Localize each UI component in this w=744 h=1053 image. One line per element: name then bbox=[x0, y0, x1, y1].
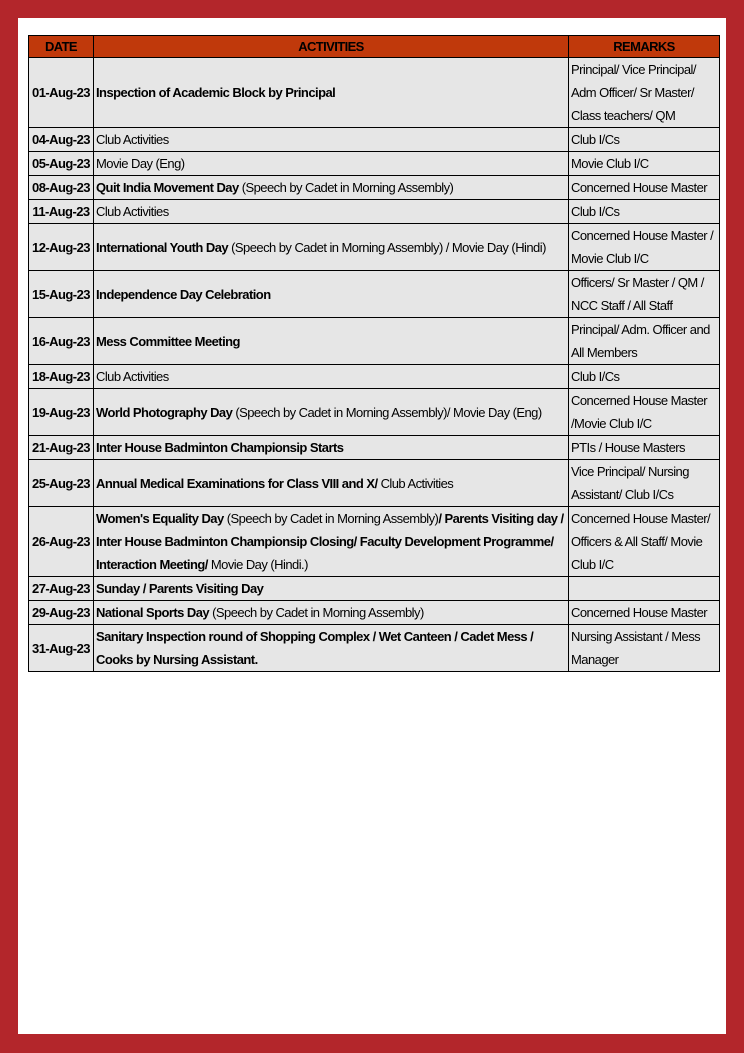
activity-text: Inspection of Academic Block by Principal bbox=[96, 85, 336, 100]
remarks-cell: Club I/Cs bbox=[569, 128, 720, 152]
remarks-cell: Principal/ Vice Principal/ Adm Officer/ Sr Master/ Class teachers/ QM bbox=[569, 58, 720, 128]
remarks-cell: Concerned House Master /Movie Club I/C bbox=[569, 389, 720, 436]
activity-text: (Speech by Cadet in Morning Assembly) bbox=[223, 511, 439, 526]
activity-text: Club Activities bbox=[96, 369, 169, 384]
activity-text: Inter House Badminton Championsip Starts bbox=[96, 440, 344, 455]
activity-cell bbox=[94, 176, 569, 200]
activity-cell bbox=[94, 507, 569, 577]
activity-text: Sanitary Inspection round of Shopping Complex / Wet Canteen / Cadet Mess / Cooks by Nursing Assistant. bbox=[96, 629, 534, 667]
remarks-cell: Officers/ Sr Master / QM / NCC Staff / All Staff bbox=[569, 271, 720, 318]
activity-cell bbox=[94, 152, 569, 176]
date-cell: 26-Aug-23 bbox=[29, 507, 94, 577]
remarks-cell: Concerned House Master / Movie Club I/C bbox=[569, 224, 720, 271]
activity-text: Club Activities bbox=[96, 204, 169, 219]
date-cell: 21-Aug-23 bbox=[29, 436, 94, 460]
table-row bbox=[29, 460, 720, 507]
table-row bbox=[29, 200, 720, 224]
table-row bbox=[29, 152, 720, 176]
date-cell: 18-Aug-23 bbox=[29, 365, 94, 389]
date-cell: 19-Aug-23 bbox=[29, 389, 94, 436]
activity-text: Mess Committee Meeting bbox=[96, 333, 240, 349]
date-cell: 04-Aug-23 bbox=[29, 128, 94, 152]
date-cell: 27-Aug-23 bbox=[29, 577, 94, 601]
activity-cell bbox=[94, 200, 569, 224]
date-cell: 15-Aug-23 bbox=[29, 271, 94, 318]
activity-cell bbox=[94, 128, 569, 152]
table-row bbox=[29, 58, 720, 128]
activity-text: Movie Day (Eng) bbox=[96, 156, 185, 171]
activity-cell bbox=[94, 271, 569, 318]
activity-cell bbox=[94, 436, 569, 460]
table-row bbox=[29, 318, 720, 365]
activity-text: Sunday / Parents Visiting Day bbox=[96, 581, 264, 596]
table-row bbox=[29, 271, 720, 318]
activity-cell bbox=[94, 601, 569, 625]
table-row bbox=[29, 176, 720, 200]
activity-text: National Sports Day bbox=[96, 605, 210, 620]
activity-text: Club Activities bbox=[96, 132, 169, 147]
remarks-cell: Movie Club I/C bbox=[569, 152, 720, 176]
date-cell: 25-Aug-23 bbox=[29, 460, 94, 507]
activity-cell bbox=[94, 318, 569, 365]
activity-cell bbox=[94, 58, 569, 128]
table-row bbox=[29, 389, 720, 436]
activity-text: International Youth Day bbox=[96, 239, 229, 255]
date-cell: 16-Aug-23 bbox=[29, 318, 94, 365]
table-row bbox=[29, 577, 720, 601]
table-row bbox=[29, 436, 720, 460]
date-cell: 31-Aug-23 bbox=[29, 625, 94, 672]
remarks-cell: PTIs / House Masters bbox=[569, 436, 720, 460]
table-row bbox=[29, 128, 720, 152]
activity-cell bbox=[94, 625, 569, 672]
date-cell: 11-Aug-23 bbox=[29, 200, 94, 224]
activity-text: (Speech by Cadet in Morning Assembly) bbox=[238, 180, 454, 195]
activity-text: (Speech by Cadet in Morning Assembly)/ Movie Day (Eng) bbox=[232, 404, 542, 420]
activity-text: Quit India Movement Day bbox=[96, 180, 239, 195]
activity-text: Independence Day Celebration bbox=[96, 286, 271, 302]
activity-text: Women's Equality Day bbox=[96, 511, 224, 526]
table-header-row bbox=[29, 36, 720, 58]
activity-text: Movie Day (Hindi.) bbox=[207, 557, 308, 572]
date-cell: 08-Aug-23 bbox=[29, 176, 94, 200]
date-cell: 01-Aug-23 bbox=[29, 58, 94, 128]
activity-schedule-table bbox=[28, 35, 720, 672]
activity-cell bbox=[94, 389, 569, 436]
table-row bbox=[29, 625, 720, 672]
remarks-cell: Nursing Assistant / Mess Manager bbox=[569, 625, 720, 672]
table-body bbox=[29, 58, 720, 672]
remarks-cell: Concerned House Master/ Officers & All Staff/ Movie Club I/C bbox=[569, 507, 720, 577]
table-row bbox=[29, 365, 720, 389]
date-cell: 05-Aug-23 bbox=[29, 152, 94, 176]
header-date: DATE bbox=[29, 36, 94, 58]
activity-cell bbox=[94, 460, 569, 507]
table-row bbox=[29, 224, 720, 271]
activity-cell bbox=[94, 224, 569, 271]
activity-text: (Speech by Cadet in Morning Assembly) bbox=[209, 605, 424, 620]
remarks-cell: Club I/Cs bbox=[569, 200, 720, 224]
activity-cell bbox=[94, 365, 569, 389]
remarks-cell: Concerned House Master bbox=[569, 601, 720, 625]
activity-text: World Photography Day bbox=[96, 404, 233, 420]
remarks-cell: Principal/ Adm. Officer and All Members bbox=[569, 318, 720, 365]
remarks-cell: Club I/Cs bbox=[569, 365, 720, 389]
activity-text: Club Activities bbox=[377, 475, 454, 491]
activity-text: Annual Medical Examinations for Class VIII and X/ bbox=[96, 475, 378, 491]
remarks-cell: Vice Principal/ Nursing Assistant/ Club I/Cs bbox=[569, 460, 720, 507]
remarks-cell: Concerned House Master bbox=[569, 176, 720, 200]
header-activities: ACTIVITIES bbox=[94, 36, 569, 58]
header-remarks: REMARKS bbox=[569, 36, 720, 58]
activity-text: (Speech by Cadet in Morning Assembly) / Movie Day (Hindi) bbox=[228, 239, 546, 255]
activity-text: / Parents Visiting day / Inter House Badminton Championsip Closing/ Faculty Development Programme/ Interaction Meeting/ bbox=[96, 511, 564, 572]
activity-cell bbox=[94, 577, 569, 601]
remarks-cell bbox=[569, 577, 720, 601]
date-cell: 29-Aug-23 bbox=[29, 601, 94, 625]
document-page bbox=[18, 18, 726, 1034]
date-cell: 12-Aug-23 bbox=[29, 224, 94, 271]
table-row bbox=[29, 601, 720, 625]
table-row bbox=[29, 507, 720, 577]
